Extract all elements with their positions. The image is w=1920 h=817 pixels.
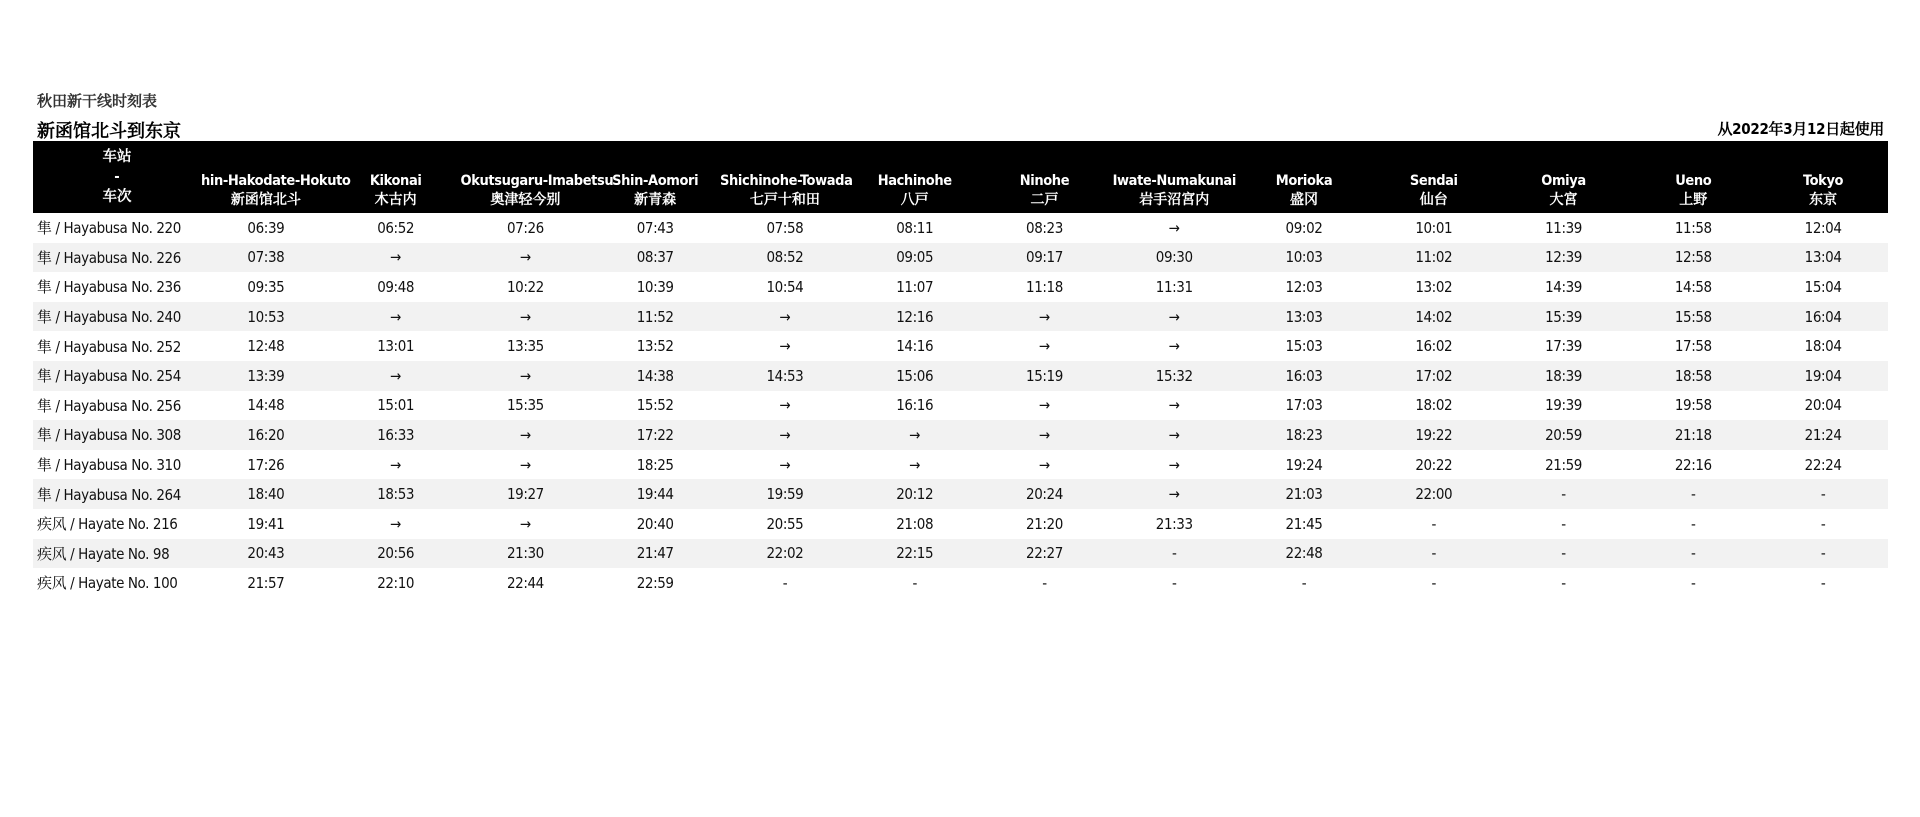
time-cell: 20:04 <box>1804 396 1842 415</box>
time-cell: 10:53 <box>247 307 285 326</box>
time-cell: 20:40 <box>636 514 674 533</box>
timetable <box>33 141 1888 598</box>
time-cell: 14:53 <box>766 366 804 385</box>
time-cell: 16:02 <box>1415 337 1453 356</box>
time-cell: 18:39 <box>1545 366 1582 385</box>
time-cell: 21:45 <box>1285 514 1323 533</box>
time-cell: 22:24 <box>1804 455 1842 474</box>
time-cell: → <box>1168 218 1180 237</box>
train-name-cell: 隼 / Hayabusa No. 254 <box>37 367 181 386</box>
time-cell: → <box>519 366 531 385</box>
time-cell: → <box>779 455 791 474</box>
time-cell: 12:48 <box>247 337 285 356</box>
time-cell: 12:03 <box>1285 277 1323 296</box>
station-name-zh: 东京 <box>1809 192 1838 208</box>
station-name-zh: 木古内 <box>374 192 417 208</box>
corner-train-label: 车次 <box>102 189 132 205</box>
time-cell: 06:39 <box>247 218 285 237</box>
time-cell: - <box>1561 544 1566 563</box>
table-row <box>33 272 1888 302</box>
time-cell: 10:39 <box>636 277 674 296</box>
time-cell: 13:04 <box>1804 248 1842 267</box>
station-name-zh: 新青森 <box>634 192 677 208</box>
time-cell: 20:12 <box>896 485 934 504</box>
table-row <box>33 568 1888 598</box>
time-cell: 17:26 <box>247 455 285 474</box>
time-cell: 16:03 <box>1285 366 1323 385</box>
train-name-cell: 隼 / Hayabusa No. 220 <box>37 219 181 238</box>
time-cell: 21:20 <box>1026 514 1063 533</box>
time-cell: 09:02 <box>1285 218 1323 237</box>
corner-header-cell <box>33 141 201 213</box>
time-cell: 12:16 <box>896 307 934 326</box>
time-cell: - <box>1561 514 1566 533</box>
time-cell: - <box>1171 573 1177 592</box>
time-cell: 13:52 <box>636 337 674 356</box>
time-cell: → <box>1168 337 1180 356</box>
time-cell: → <box>779 425 791 444</box>
time-cell: 14:16 <box>896 337 934 356</box>
time-cell: 15:03 <box>1285 337 1323 356</box>
train-name-cell: 疾风 / Hayate No. 98 <box>37 544 170 563</box>
time-cell: 08:52 <box>766 248 804 267</box>
time-cell: 13:02 <box>1415 277 1453 296</box>
time-cell: 22:02 <box>766 544 804 563</box>
time-cell: 19:24 <box>1285 455 1323 474</box>
time-cell: 06:52 <box>377 218 415 237</box>
time-cell: 13:03 <box>1285 307 1323 326</box>
effective-date: 从2022年3月12日起使用 <box>1717 120 1884 138</box>
time-cell: 16:04 <box>1804 307 1842 326</box>
time-cell: → <box>1168 396 1180 415</box>
time-cell: 20:59 <box>1545 425 1582 444</box>
station-header <box>200 141 351 213</box>
station-header <box>1628 141 1758 213</box>
time-cell: 16:16 <box>896 396 934 415</box>
station-name-zh: 二戸 <box>1030 192 1059 208</box>
time-cell: → <box>390 307 402 326</box>
time-cell: 15:32 <box>1155 366 1193 385</box>
station-header <box>1758 141 1888 213</box>
time-cell: - <box>1820 514 1826 533</box>
station-header <box>460 141 614 213</box>
time-cell: 17:03 <box>1285 396 1323 415</box>
station-header <box>1499 141 1629 213</box>
time-cell: 20:43 <box>247 544 285 563</box>
station-header <box>1369 141 1499 213</box>
time-cell: - <box>1820 573 1826 592</box>
time-cell: 19:41 <box>247 514 285 533</box>
station-header <box>720 141 853 213</box>
time-cell: 10:03 <box>1285 248 1323 267</box>
time-cell: 12:39 <box>1545 248 1582 267</box>
time-cell: 21:30 <box>506 544 544 563</box>
time-cell: 14:48 <box>247 396 285 415</box>
time-cell: - <box>1691 573 1696 592</box>
time-cell: → <box>1039 425 1050 444</box>
time-cell: → <box>909 425 921 444</box>
table-row <box>33 391 1888 421</box>
time-cell: 22:48 <box>1285 544 1323 563</box>
table-row <box>33 361 1888 391</box>
time-cell: - <box>1042 573 1047 592</box>
station-name-zh: 岩手沼宮内 <box>1139 192 1210 208</box>
time-cell: → <box>1168 455 1180 474</box>
table-row <box>33 213 1888 243</box>
time-cell: 07:38 <box>247 248 285 267</box>
timetable-header <box>33 141 1888 213</box>
time-cell: - <box>1171 544 1177 563</box>
station-name-zh: 八戸 <box>900 192 929 208</box>
time-cell: 15:35 <box>506 396 544 415</box>
time-cell: 17:39 <box>1545 337 1582 356</box>
station-name-en: Hachinohe <box>877 173 952 189</box>
table-row <box>33 243 1888 273</box>
time-cell: → <box>779 396 791 415</box>
time-cell: 13:35 <box>506 337 544 356</box>
time-cell: 22:27 <box>1026 544 1063 563</box>
station-name-en: Shin-Aomori <box>612 173 699 189</box>
time-cell: 09:30 <box>1155 248 1193 267</box>
time-cell: - <box>1561 485 1566 504</box>
table-row <box>33 450 1888 480</box>
timetable-supertitle: 秋田新干线时刻表 <box>37 92 158 110</box>
time-cell: → <box>519 455 531 474</box>
time-cell: 15:19 <box>1026 366 1063 385</box>
station-name-zh: 盛冈 <box>1289 192 1318 208</box>
time-cell: 15:01 <box>377 396 415 415</box>
station-name-zh: 仙台 <box>1419 192 1448 208</box>
time-cell: → <box>1039 307 1050 326</box>
station-header <box>1239 141 1369 213</box>
time-cell: 10:22 <box>506 277 544 296</box>
train-name-cell: 隼 / Hayabusa No. 252 <box>37 337 181 356</box>
time-cell: 19:22 <box>1415 425 1453 444</box>
time-cell: - <box>782 573 788 592</box>
station-name-en: Shichinohe-Towada <box>720 173 853 189</box>
train-name-cell: 隼 / Hayabusa No. 226 <box>37 248 181 267</box>
time-cell: 18:40 <box>247 485 285 504</box>
time-cell: 14:58 <box>1674 277 1712 296</box>
time-cell: - <box>1691 514 1696 533</box>
train-name-cell: 疾风 / Hayate No. 216 <box>37 515 178 534</box>
time-cell: 17:58 <box>1674 337 1712 356</box>
time-cell: - <box>1691 544 1696 563</box>
time-cell: 14:38 <box>636 366 674 385</box>
time-cell: - <box>1820 544 1826 563</box>
table-row <box>33 302 1888 332</box>
time-cell: 18:02 <box>1415 396 1453 415</box>
time-cell: 19:58 <box>1674 396 1712 415</box>
time-cell: 18:23 <box>1285 425 1323 444</box>
station-name-en: Iwate-Numakunai <box>1112 173 1236 189</box>
time-cell: → <box>519 307 531 326</box>
time-cell: 11:58 <box>1674 218 1712 237</box>
time-cell: 09:17 <box>1026 248 1063 267</box>
timetable-body <box>33 213 1888 598</box>
time-cell: 20:22 <box>1415 455 1453 474</box>
time-cell: → <box>519 425 531 444</box>
time-cell: 19:44 <box>636 485 674 504</box>
time-cell: 08:11 <box>896 218 934 237</box>
time-cell: 22:15 <box>896 544 934 563</box>
time-cell: 14:39 <box>1545 277 1582 296</box>
time-cell: → <box>390 455 402 474</box>
time-cell: 11:39 <box>1545 218 1582 237</box>
time-cell: → <box>1039 455 1050 474</box>
time-cell: 15:52 <box>636 396 674 415</box>
time-cell: - <box>1431 544 1436 563</box>
station-name-en: Morioka <box>1275 173 1333 189</box>
train-name-cell: 隼 / Hayabusa No. 240 <box>37 308 181 327</box>
train-name-cell: 隼 / Hayabusa No. 308 <box>37 426 181 445</box>
time-cell: → <box>519 514 531 533</box>
time-cell: 11:02 <box>1415 248 1453 267</box>
time-cell: 10:54 <box>766 277 804 296</box>
corner-separator: - <box>114 169 120 185</box>
station-name-en: Sendai <box>1409 173 1458 189</box>
time-cell: 17:22 <box>636 425 674 444</box>
time-cell: → <box>909 455 921 474</box>
time-cell: → <box>1168 485 1180 504</box>
time-cell: 07:58 <box>766 218 804 237</box>
time-cell: 20:24 <box>1026 485 1063 504</box>
time-cell: 07:26 <box>506 218 544 237</box>
time-cell: - <box>1691 485 1696 504</box>
station-name-en: Omiya <box>1541 173 1586 189</box>
station-name-en: Ueno <box>1675 173 1712 189</box>
time-cell: 18:53 <box>377 485 415 504</box>
time-cell: 11:18 <box>1026 277 1063 296</box>
time-cell: → <box>390 248 402 267</box>
time-cell: 08:23 <box>1026 218 1063 237</box>
time-cell: 22:44 <box>506 573 544 592</box>
time-cell: 21:33 <box>1155 514 1193 533</box>
time-cell: 17:02 <box>1415 366 1453 385</box>
time-cell: 22:59 <box>636 573 674 592</box>
table-row <box>33 479 1888 509</box>
time-cell: 21:08 <box>896 514 934 533</box>
time-cell: 20:55 <box>766 514 804 533</box>
time-cell: → <box>779 337 791 356</box>
header-row <box>33 141 1888 213</box>
time-cell: → <box>1039 337 1050 356</box>
train-name-cell: 隼 / Hayabusa No. 236 <box>37 278 181 297</box>
time-cell: 22:16 <box>1674 455 1712 474</box>
time-cell: 14:02 <box>1415 307 1453 326</box>
time-cell: 09:05 <box>896 248 934 267</box>
train-name-cell: 隼 / Hayabusa No. 256 <box>37 396 181 415</box>
table-row <box>33 509 1888 539</box>
table-row <box>33 420 1888 450</box>
time-cell: → <box>1168 425 1180 444</box>
time-cell: → <box>390 366 402 385</box>
time-cell: 13:39 <box>247 366 285 385</box>
time-cell: 22:00 <box>1415 485 1453 504</box>
time-cell: 21:03 <box>1285 485 1323 504</box>
time-cell: → <box>1168 307 1180 326</box>
time-cell: 18:04 <box>1804 337 1842 356</box>
station-name-en: hin-Hakodate-Hokuto <box>200 173 351 189</box>
time-cell: 21:24 <box>1804 425 1842 444</box>
timetable-title: 新函馆北斗到东京 <box>37 121 181 142</box>
station-name-en: Okutsugaru-Imabetsu <box>460 173 614 189</box>
time-cell: - <box>912 573 917 592</box>
time-cell: 18:25 <box>636 455 674 474</box>
time-cell: 15:58 <box>1674 307 1712 326</box>
station-name-zh: 七戸十和田 <box>749 192 820 208</box>
time-cell: 09:48 <box>377 277 415 296</box>
station-name-en: Kikonai <box>369 173 422 189</box>
station-header <box>980 141 1110 213</box>
time-cell: → <box>1039 396 1050 415</box>
time-cell: 11:07 <box>896 277 934 296</box>
station-name-zh: 奥津轻今别 <box>490 192 561 208</box>
time-cell: 07:43 <box>636 218 674 237</box>
time-cell: 16:20 <box>247 425 285 444</box>
station-header <box>1109 141 1239 213</box>
station-name-zh: 新函馆北斗 <box>230 192 301 208</box>
time-cell: 19:59 <box>766 485 804 504</box>
time-cell: → <box>519 248 531 267</box>
time-cell: 21:57 <box>247 573 285 592</box>
station-header <box>850 141 980 213</box>
time-cell: 18:58 <box>1674 366 1712 385</box>
time-cell: 16:33 <box>377 425 415 444</box>
time-cell: 15:06 <box>896 366 934 385</box>
time-cell: 21:59 <box>1545 455 1582 474</box>
time-cell: 09:35 <box>247 277 285 296</box>
time-cell: 15:04 <box>1804 277 1842 296</box>
train-name-cell: 疾风 / Hayate No. 100 <box>37 574 178 593</box>
train-name-cell: 隼 / Hayabusa No. 310 <box>37 456 181 475</box>
time-cell: 22:10 <box>377 573 415 592</box>
time-cell: - <box>1561 573 1566 592</box>
time-cell: 10:01 <box>1415 218 1453 237</box>
time-cell: - <box>1431 573 1436 592</box>
table-row <box>33 331 1888 361</box>
time-cell: - <box>1820 485 1826 504</box>
station-name-zh: 大宮 <box>1549 192 1578 208</box>
time-cell: 12:58 <box>1674 248 1712 267</box>
time-cell: 08:37 <box>636 248 674 267</box>
time-cell: 13:01 <box>377 337 415 356</box>
station-name-en: Ninohe <box>1019 173 1070 189</box>
time-cell: 11:52 <box>636 307 674 326</box>
time-cell: 11:31 <box>1155 277 1193 296</box>
time-cell: 19:04 <box>1804 366 1842 385</box>
time-cell: - <box>1301 573 1307 592</box>
time-cell: → <box>779 307 791 326</box>
train-name-cell: 隼 / Hayabusa No. 264 <box>37 485 181 504</box>
time-cell: 21:47 <box>636 544 674 563</box>
station-name-zh: 上野 <box>1679 192 1708 208</box>
table-row <box>33 539 1888 569</box>
corner-station-label: 车站 <box>102 149 132 165</box>
station-name-en: Tokyo <box>1803 173 1844 189</box>
time-cell: → <box>390 514 402 533</box>
time-cell: 19:27 <box>506 485 544 504</box>
time-cell: 19:39 <box>1545 396 1582 415</box>
time-cell: 12:04 <box>1804 218 1842 237</box>
time-cell: - <box>1431 514 1436 533</box>
time-cell: 20:56 <box>377 544 415 563</box>
time-cell: 21:18 <box>1674 425 1712 444</box>
time-cell: 15:39 <box>1545 307 1582 326</box>
